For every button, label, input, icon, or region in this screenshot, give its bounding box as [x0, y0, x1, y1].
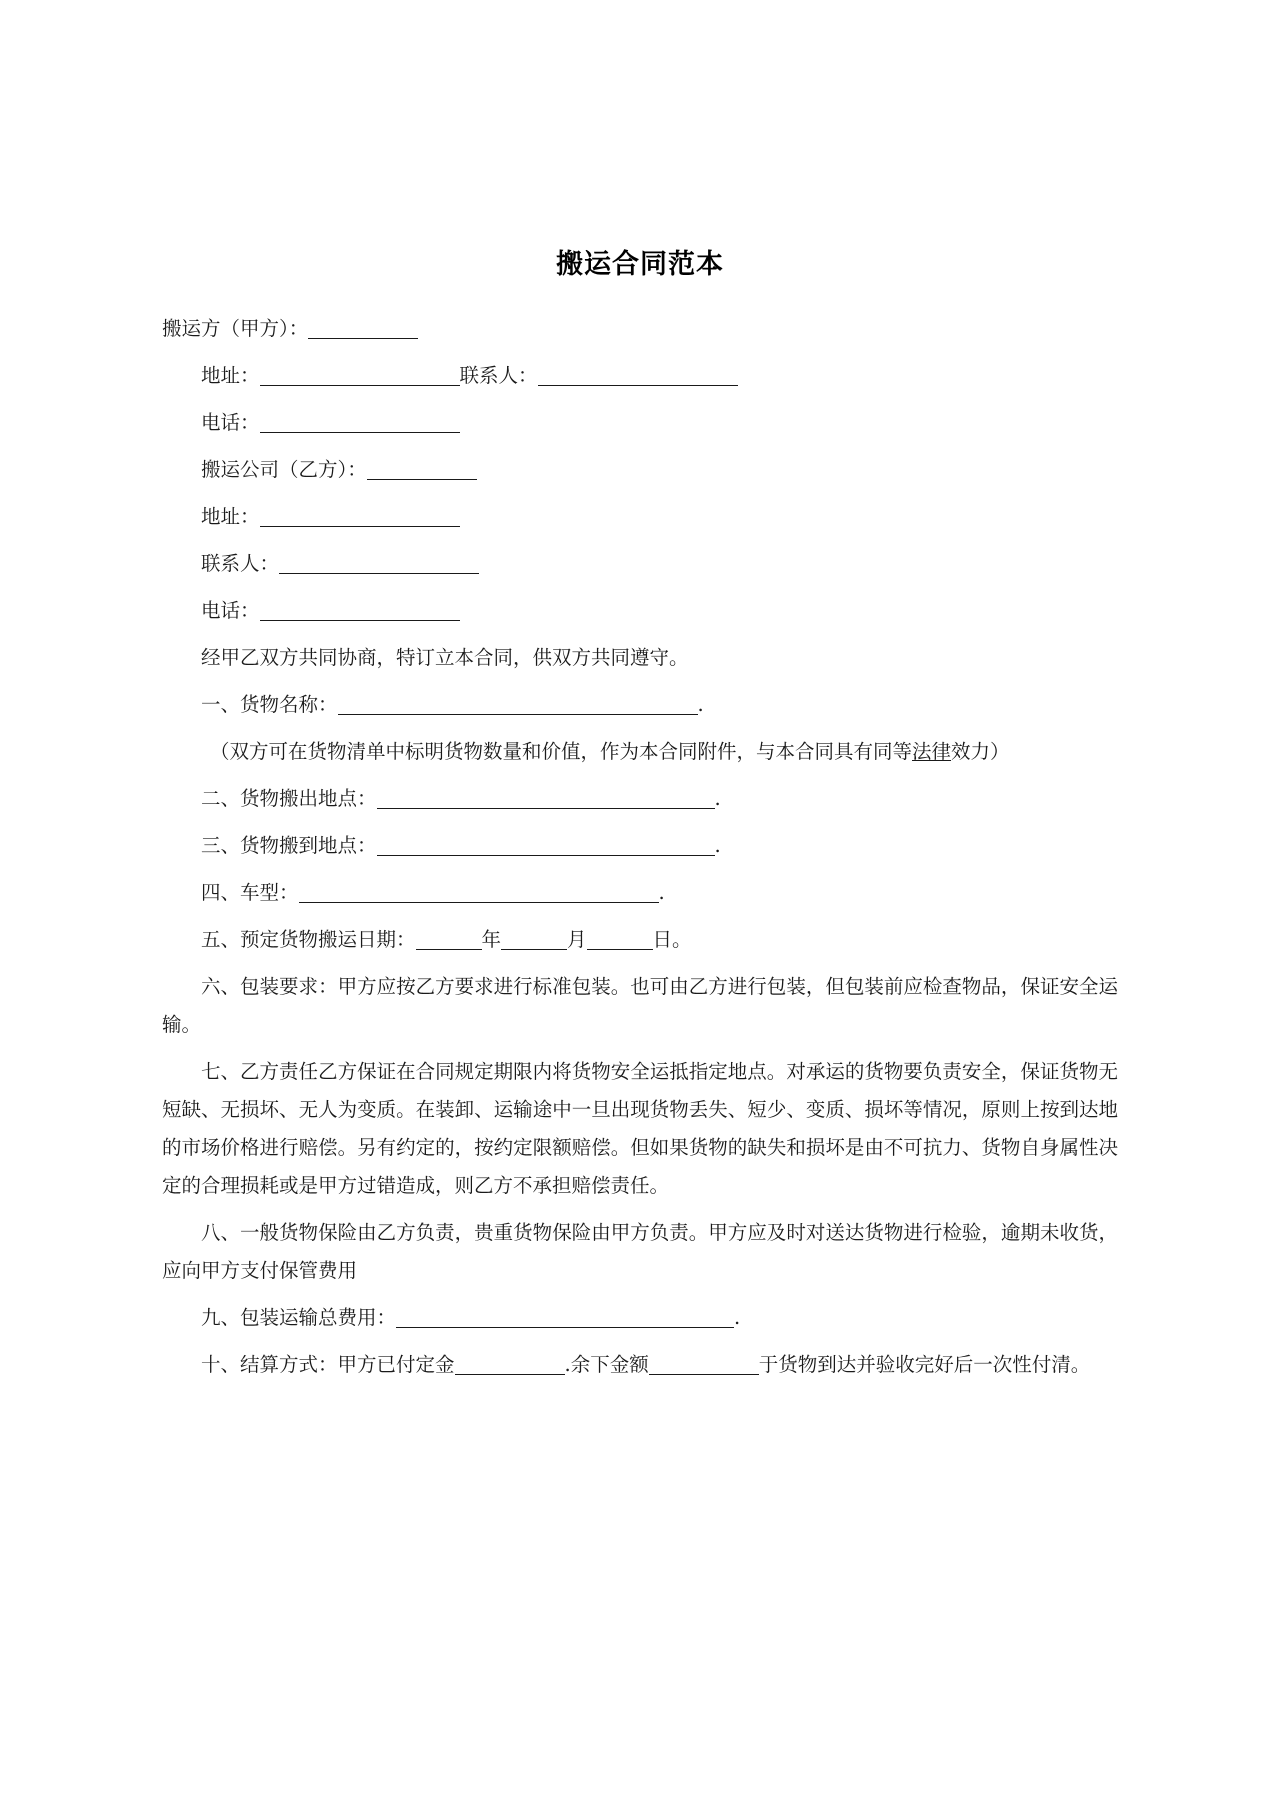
spacer — [162, 1290, 1118, 1299]
party-a-label: 搬运方（甲方）： — [162, 316, 309, 340]
spacer — [162, 282, 1118, 310]
clause-10-tail: 于货物到达并验收完好后一次性付清。 — [758, 1353, 1091, 1377]
clause-3-label: 三、货物搬到地点： — [201, 833, 377, 857]
clause-2-tail: . — [714, 786, 721, 810]
spacer — [162, 818, 1118, 827]
clause-8-paragraph: 八、一般货物保险由乙方负责，贵重货物保险由甲方负责。甲方应及时对送达货物进行检验，逾期未收货，应向甲方支付保管费用 — [162, 1221, 1118, 1283]
clause-5-year-label: 年 — [481, 927, 502, 951]
clause-10-label: 十、结算方式：甲方已付定金 — [201, 1353, 455, 1377]
clause-1-line — [162, 686, 1118, 724]
clause-5-month-label: 月 — [567, 927, 587, 951]
clause-6-paragraph: 六、包装要求：甲方应按乙方要求进行标准包装。也可由乙方进行包装，但包装前应检查物品，保证安全运输。 — [162, 974, 1118, 1036]
spacer — [162, 348, 1118, 357]
clause-10-balance-blank[interactable] — [649, 1374, 759, 1375]
page-title: 搬运合同范本 — [556, 249, 724, 279]
clause-10-mid: .余下金额 — [564, 1353, 649, 1377]
clause-5-year-blank[interactable] — [416, 949, 482, 950]
spacer — [162, 677, 1118, 686]
party-b-phone-label: 电话： — [201, 598, 260, 622]
party-b-contact-line — [162, 545, 1118, 583]
clause-5-day-blank[interactable] — [587, 949, 653, 950]
spacer — [162, 912, 1118, 921]
clause-10-paragraph — [162, 1346, 1118, 1384]
spacer — [162, 583, 1118, 592]
party-b-address-label: 地址： — [201, 504, 260, 528]
clause-9-line — [162, 1299, 1118, 1337]
party-b-contact-blank[interactable] — [279, 573, 479, 574]
clause-4-label: 四、车型： — [201, 880, 299, 904]
party-a-address-label: 地址： — [201, 363, 260, 387]
clause-5-month-blank[interactable] — [501, 949, 567, 950]
spacer — [162, 1337, 1118, 1346]
party-a-line — [162, 310, 1118, 348]
spacer — [162, 630, 1118, 639]
legal-link[interactable]: 法律 — [912, 739, 952, 763]
clause-3-tail: . — [714, 833, 721, 857]
party-a-contact-label: 联系人： — [459, 363, 538, 387]
clause-9-tail: . — [734, 1306, 741, 1330]
clause-9-blank[interactable] — [396, 1327, 734, 1328]
clause-3-blank[interactable] — [377, 855, 715, 856]
party-b-address-line — [162, 498, 1118, 536]
clause-2-line — [162, 780, 1118, 818]
clause-1-note-tail: 效力） — [951, 739, 1010, 763]
party-b-address-blank[interactable] — [260, 526, 460, 527]
party-a-address-line — [162, 357, 1118, 395]
party-b-line — [162, 451, 1118, 489]
party-a-phone-label: 电话： — [201, 410, 260, 434]
party-a-address-blank[interactable] — [260, 385, 460, 386]
spacer — [162, 771, 1118, 780]
spacer — [162, 442, 1118, 451]
clause-5-label: 五、预定货物搬运日期： — [201, 927, 416, 951]
clause-1-label: 一、货物名称： — [201, 692, 338, 716]
party-b-phone-blank[interactable] — [260, 620, 460, 621]
party-b-contact-label: 联系人： — [201, 551, 280, 575]
clause-4-blank[interactable] — [299, 902, 659, 903]
party-a-phone-line — [162, 404, 1118, 442]
party-a-blank[interactable] — [308, 338, 418, 339]
clause-1-tail: . — [697, 692, 704, 716]
clause-5-day-label: 日。 — [652, 927, 692, 951]
clause-2-blank[interactable] — [377, 808, 715, 809]
spacer — [162, 489, 1118, 498]
clause-2-label: 二、货物搬出地点： — [201, 786, 377, 810]
party-a-phone-blank[interactable] — [260, 432, 460, 433]
preamble-paragraph: 经甲乙双方共同协商，特订立本合同，供双方共同遵守。 — [201, 645, 689, 669]
clause-7-paragraph: 七、乙方责任乙方保证在合同规定期限内将货物安全运抵指定地点。对承运的货物要负责安全，保证货物无短缺、无损坏、无人为变质。在装卸、运输途中一旦出现货物丢失、短少、变质、损坏等情况，原则上按到达地的市场价格进行赔偿。另有约定的，按约定限额赔偿。但如果货物的缺失和损坏是由不可抗力、货物自身属性决定的合理损耗或是甲方过错造成，则乙方不承担赔偿责任。 — [162, 1060, 1118, 1198]
party-b-phone-line — [162, 592, 1118, 630]
spacer — [162, 1044, 1118, 1053]
spacer — [162, 865, 1118, 874]
clause-1-blank[interactable] — [338, 714, 698, 715]
document-content — [162, 0, 1118, 1384]
spacer — [162, 536, 1118, 545]
clause-9-label: 九、包装运输总费用： — [201, 1306, 397, 1330]
clause-10-deposit-blank[interactable] — [455, 1374, 565, 1375]
spacer — [162, 724, 1118, 733]
clause-1-note — [162, 733, 1118, 771]
party-b-label: 搬运公司（乙方）： — [201, 457, 367, 481]
party-a-contact-blank[interactable] — [538, 385, 738, 386]
clause-4-line — [162, 874, 1118, 912]
clause-5-line — [162, 921, 1118, 959]
spacer — [162, 395, 1118, 404]
clause-4-tail: . — [658, 880, 665, 904]
party-b-blank[interactable] — [367, 479, 477, 480]
clause-3-line — [162, 827, 1118, 865]
clause-1-note-head: （双方可在货物清单中标明货物数量和价值，作为本合同附件，与本合同具有同等 — [210, 739, 913, 763]
spacer — [162, 1205, 1118, 1214]
spacer — [162, 959, 1118, 968]
